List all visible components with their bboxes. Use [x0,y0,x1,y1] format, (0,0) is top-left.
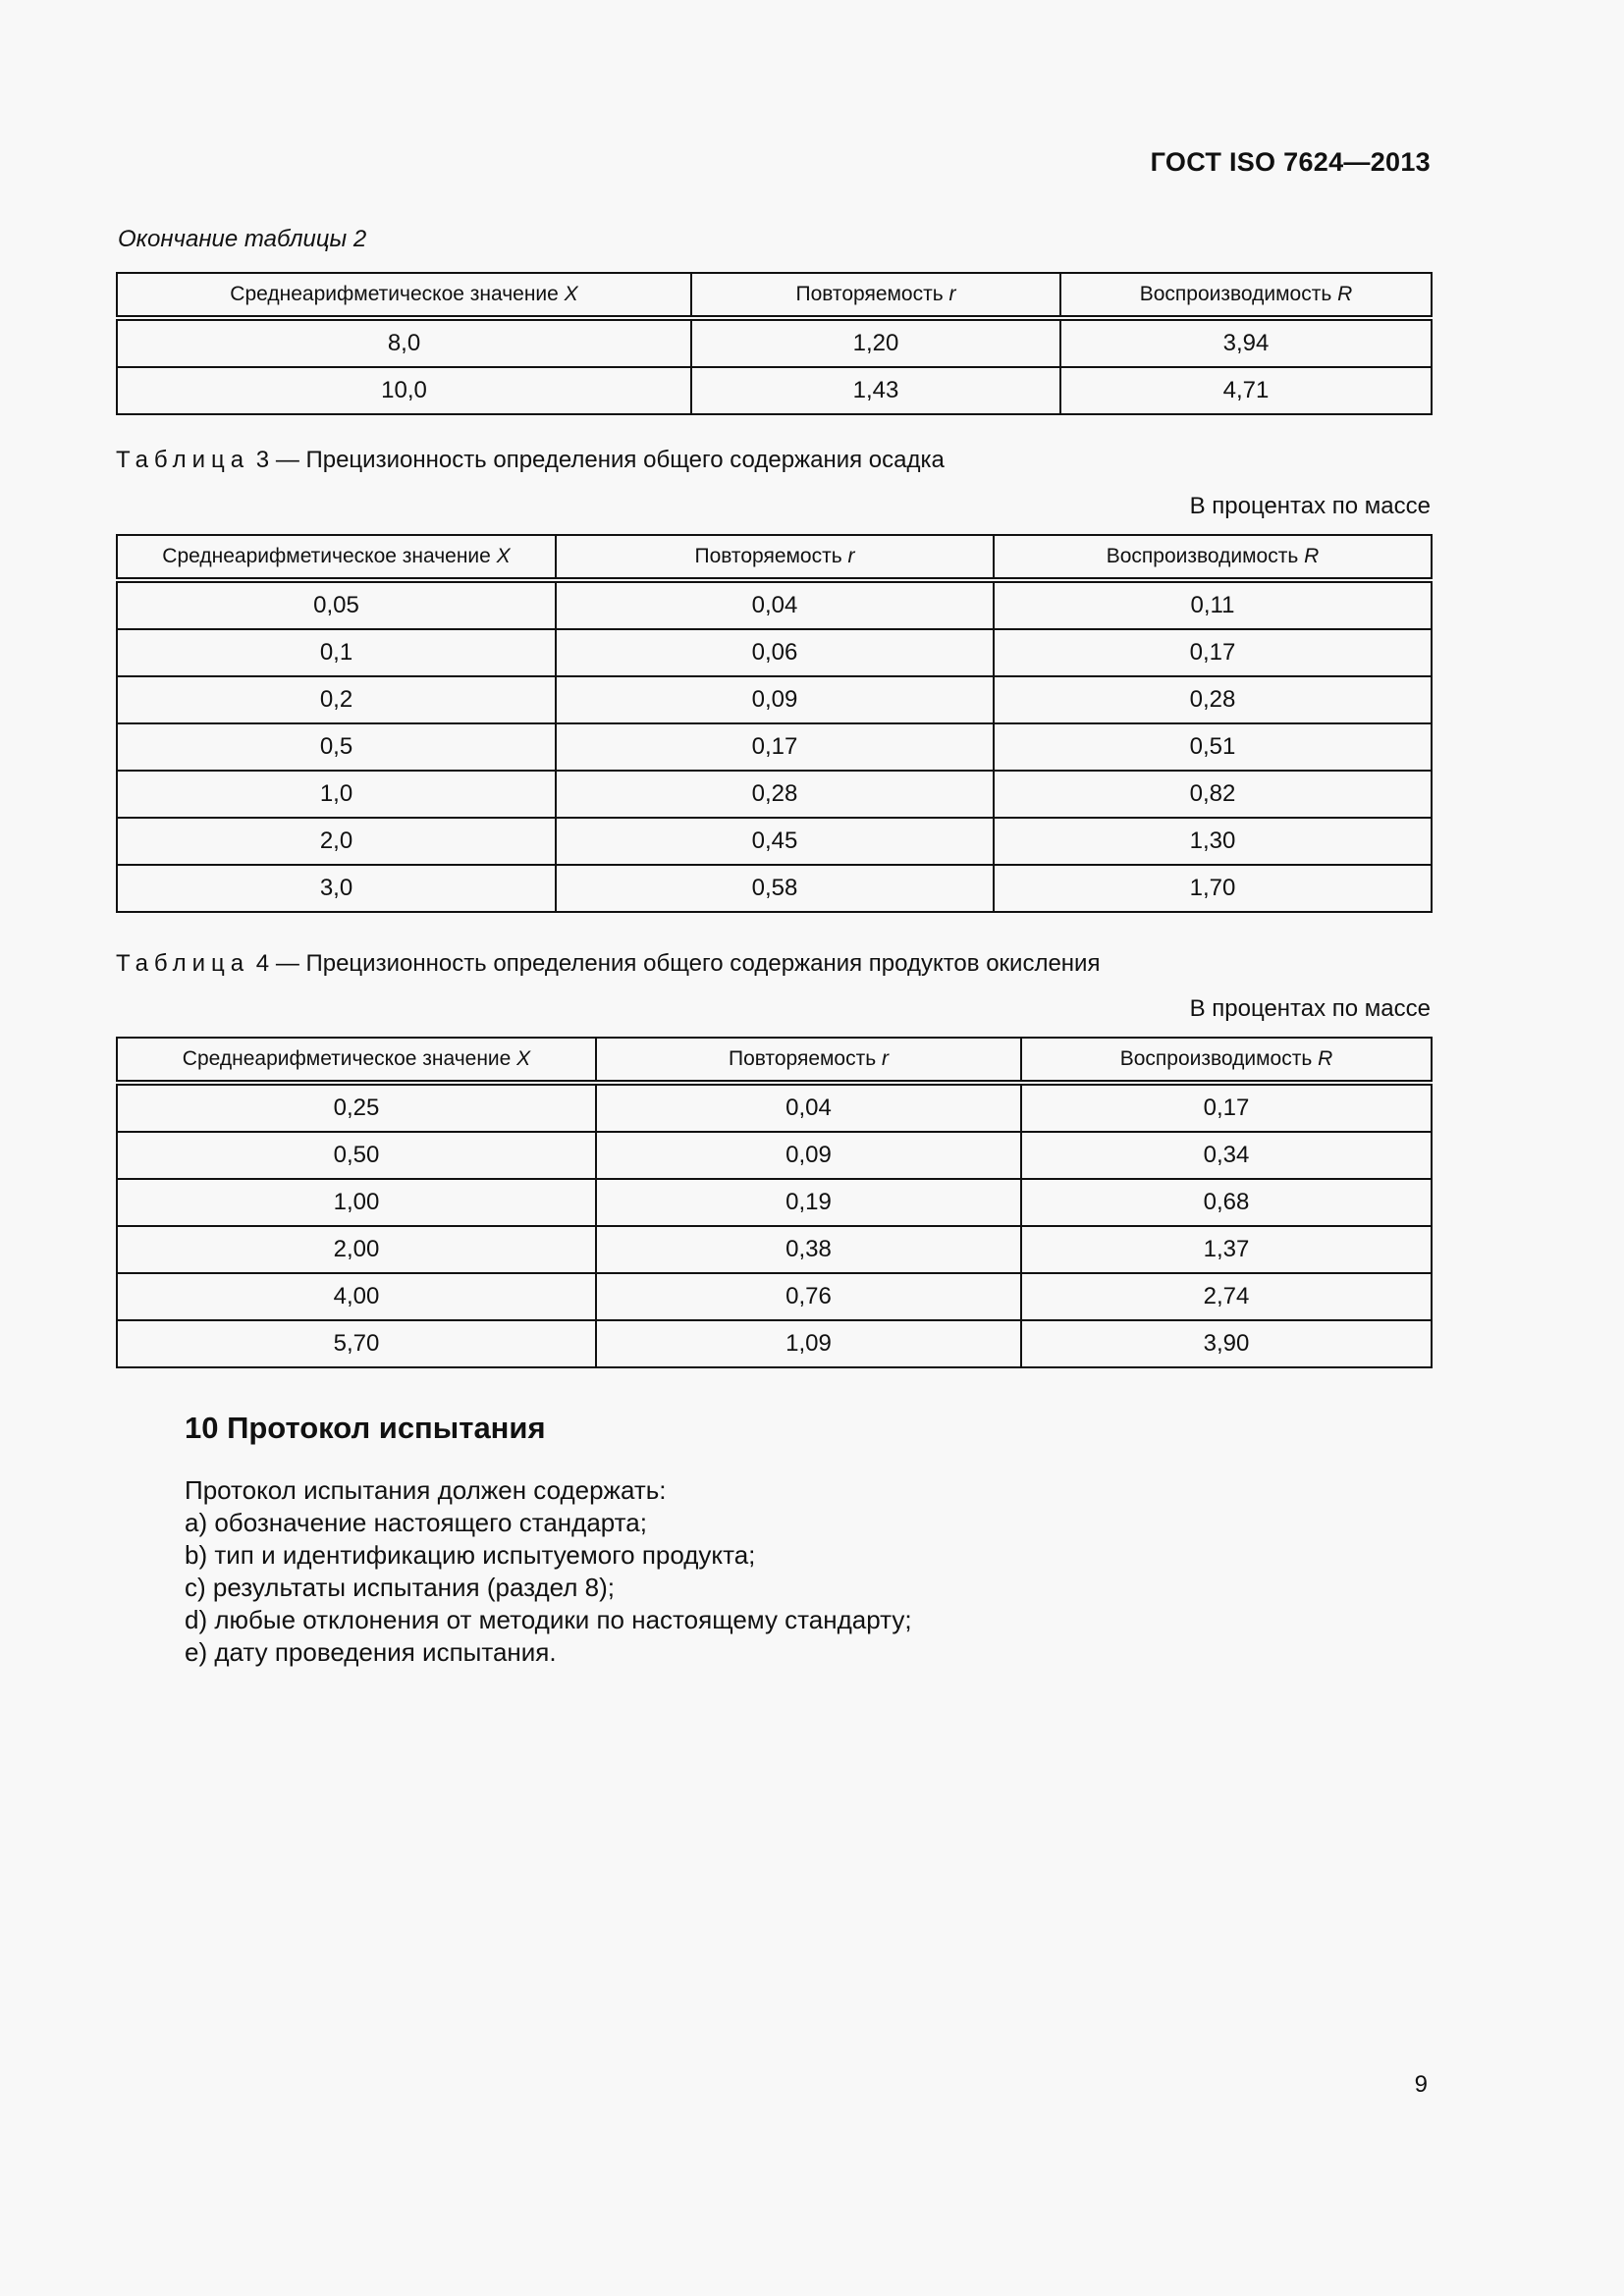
table-cell: 1,30 [994,818,1432,865]
column-header [117,1038,596,1083]
table-cell: 2,74 [1021,1273,1432,1320]
table-cell: 0,38 [596,1226,1021,1273]
column-header-variable: R [1304,545,1320,567]
column-header-text: Повторяемость [694,545,848,567]
table-cell: 4,00 [117,1273,596,1320]
table-row [117,865,1432,912]
column-header-text: Среднеарифметическое значение [182,1047,517,1070]
section-10-body [185,1474,912,1669]
table-cell: 4,71 [1060,367,1432,414]
list-item: a) обозначение настоящего стандарта; [185,1508,647,1537]
column-header [556,535,994,580]
list-item: d) любые отклонения от методики по настоящему стандарту; [185,1605,912,1634]
column-header-text: Среднеарифметическое значение [162,545,497,567]
table-header-row [117,273,1432,318]
table-cell: 0,2 [117,676,556,723]
column-header [1021,1038,1432,1083]
table-cell: 0,19 [596,1179,1021,1226]
table3-unit: В процентах по массе [1189,493,1431,519]
table4-unit: В процентах по массе [1189,995,1431,1022]
table3-caption-title: — Прецизионность определения общего содержания осадка [275,447,945,473]
table-4 [116,1037,1433,1368]
page-number: 9 [1414,2071,1428,2098]
table-cell: 0,1 [117,629,556,676]
column-header-text: Воспроизводимость [1119,1047,1319,1070]
table-cell: 0,50 [117,1132,596,1179]
table-cell: 5,70 [117,1320,596,1367]
table-cell: 10,0 [117,367,691,414]
table-cell: 3,90 [1021,1320,1432,1367]
table-cell: 0,28 [556,771,994,818]
list-item: b) тип и идентификацию испытуемого продукта; [185,1540,756,1570]
table-3 [116,534,1433,913]
table4-caption-title: — Прецизионность определения общего содержания продуктов окисления [275,950,1101,977]
column-header-variable: r [847,545,855,567]
table-cell: 0,25 [117,1083,596,1132]
column-header-variable: R [1337,283,1353,305]
table-header-row [117,1038,1432,1083]
table-cell: 0,04 [596,1083,1021,1132]
table-cell: 0,5 [117,723,556,771]
table-cell: 1,0 [117,771,556,818]
table-cell: 0,45 [556,818,994,865]
table3-caption-label: Таблица [116,447,250,473]
column-header [117,535,556,580]
table-cell: 0,06 [556,629,994,676]
table-header-row [117,535,1432,580]
table-row [117,771,1432,818]
table-cell: 0,09 [556,676,994,723]
table-cell: 0,11 [994,580,1432,629]
column-header-text: Воспроизводимость [1139,283,1338,305]
table-cell: 0,34 [1021,1132,1432,1179]
table-cell: 0,58 [556,865,994,912]
table-cell: 2,00 [117,1226,596,1273]
table-row [117,1273,1432,1320]
column-header-text: Повторяемость [795,283,949,305]
table-cell: 0,51 [994,723,1432,771]
table-row [117,676,1432,723]
table-row [117,723,1432,771]
column-header-text: Воспроизводимость [1106,545,1305,567]
table-row [117,629,1432,676]
column-header [117,273,691,318]
column-header-text: Среднеарифметическое значение [230,283,565,305]
table-body [117,318,1432,414]
column-header-variable: X [564,283,578,305]
table-cell: 2,0 [117,818,556,865]
table-cell: 0,28 [994,676,1432,723]
column-header [691,273,1060,318]
table-cell: 0,68 [1021,1179,1432,1226]
list-item: e) дату проведения испытания. [185,1637,557,1667]
list-item: c) результаты испытания (раздел 8); [185,1573,615,1602]
table-cell: 3,94 [1060,318,1432,367]
table-cell: 1,09 [596,1320,1021,1367]
column-header [994,535,1432,580]
table-row [117,1132,1432,1179]
table-row [117,580,1432,629]
table-row [117,1320,1432,1367]
table4-caption-label: Таблица [116,950,250,977]
table-cell: 0,05 [117,580,556,629]
table3-caption-number: 3 [255,447,270,473]
table-2 [116,272,1433,415]
table4-caption [116,950,1100,978]
table-cell: 0,04 [556,580,994,629]
table-body [117,580,1432,912]
table-row [117,1083,1432,1132]
table-cell: 0,09 [596,1132,1021,1179]
table2-continuation-label: Окончание таблицы 2 [118,226,367,252]
table-row [117,818,1432,865]
column-header-variable: X [516,1047,531,1070]
table-cell: 0,82 [994,771,1432,818]
table4-caption-number: 4 [255,950,270,977]
table-cell: 0,76 [596,1273,1021,1320]
table-row [117,1179,1432,1226]
table-cell: 3,0 [117,865,556,912]
section-10-title: 10 Протокол испытания [185,1411,546,1445]
table-cell: 8,0 [117,318,691,367]
table-body [117,1083,1432,1367]
table-cell: 1,37 [1021,1226,1432,1273]
table-cell: 0,17 [1021,1083,1432,1132]
table-cell: 1,20 [691,318,1060,367]
column-header-variable: X [496,545,511,567]
document-code: ГОСТ ISO 7624—2013 [1150,147,1431,177]
column-header [1060,273,1432,318]
column-header-text: Повторяемость [728,1047,883,1070]
table-cell: 1,70 [994,865,1432,912]
table-cell: 0,17 [994,629,1432,676]
table-cell: 1,00 [117,1179,596,1226]
table-row [117,367,1432,414]
table-cell: 1,43 [691,367,1060,414]
section-10-intro: Протокол испытания должен содержать: [185,1475,667,1505]
table3-caption [116,447,945,474]
column-header-variable: r [882,1047,890,1070]
column-header-variable: r [948,283,956,305]
column-header [596,1038,1021,1083]
table-row [117,1226,1432,1273]
table-cell: 0,17 [556,723,994,771]
column-header-variable: R [1318,1047,1333,1070]
table-row [117,318,1432,367]
